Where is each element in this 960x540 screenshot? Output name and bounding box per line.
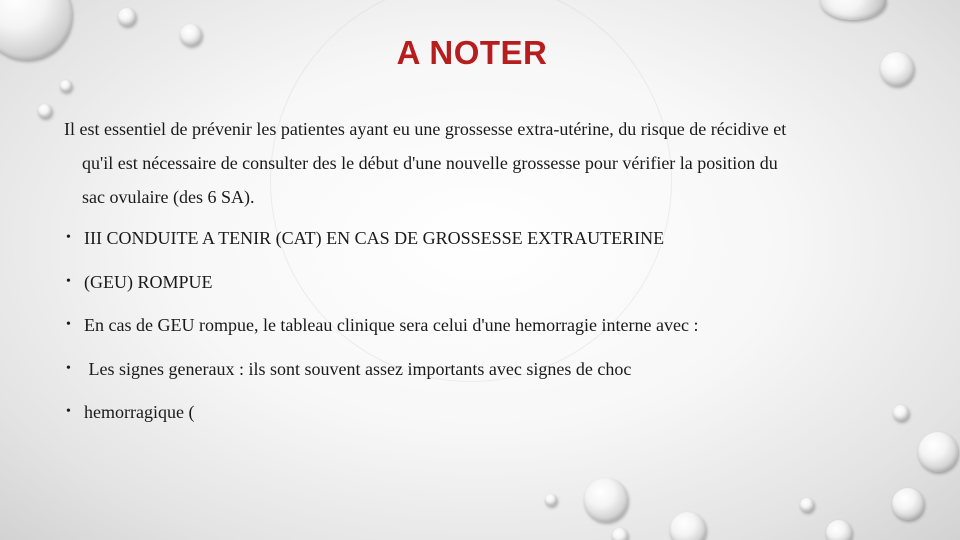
bullet-item	[64, 220, 884, 264]
water-droplet-decoration	[584, 478, 628, 522]
bullet-text: Les signes generaux : ils sont souvent assez importants avec signes de choc	[84, 358, 632, 379]
intro-line: Il est essentiel de prévenir les patientes ayant eu une grossesse extra-utérine, du risque de récidive et	[64, 119, 787, 139]
bullet-icon: •	[66, 317, 71, 332]
water-droplet-decoration	[918, 432, 958, 472]
water-droplet-decoration	[670, 512, 706, 540]
water-droplet-decoration	[612, 528, 628, 540]
bullet-item	[64, 394, 884, 438]
bullet-item	[64, 264, 884, 308]
slide-body	[64, 112, 884, 438]
bullet-icon: •	[66, 404, 71, 419]
bullet-item	[64, 307, 884, 351]
slide-title: A NOTER	[396, 34, 548, 71]
water-droplet-decoration	[60, 80, 72, 92]
water-droplet-decoration	[38, 104, 52, 118]
water-droplet-decoration	[892, 488, 924, 520]
bullet-item	[64, 351, 884, 395]
intro-line: sac ovulaire (des 6 SA).	[82, 187, 255, 207]
intro-line: qu'il est nécessaire de consulter des le début d'une nouvelle grossesse pour vérifier la position du	[82, 153, 778, 173]
water-droplet-decoration	[118, 8, 136, 26]
bullet-icon: •	[66, 273, 71, 289]
bullet-text: En cas de GEU rompue, le tableau clinique sera celui d'une hemorragie interne avec :	[84, 315, 699, 335]
water-droplet-decoration	[820, 0, 886, 20]
bullet-text: (GEU) ROMPUE	[84, 271, 213, 292]
water-droplet-decoration	[545, 494, 557, 506]
bullet-text: hemorragique (	[84, 402, 195, 422]
intro-paragraph	[64, 112, 884, 214]
bullet-text: III CONDUITE A TENIR (CAT) EN CAS DE GROSSESSE EXTRAUTERINE	[84, 228, 665, 248]
bullet-list	[64, 220, 884, 438]
bullet-icon: •	[66, 360, 71, 376]
water-droplet-decoration	[893, 405, 909, 421]
water-droplet-decoration	[826, 520, 852, 540]
water-droplet-decoration	[800, 498, 814, 512]
bullet-icon: •	[66, 230, 71, 245]
